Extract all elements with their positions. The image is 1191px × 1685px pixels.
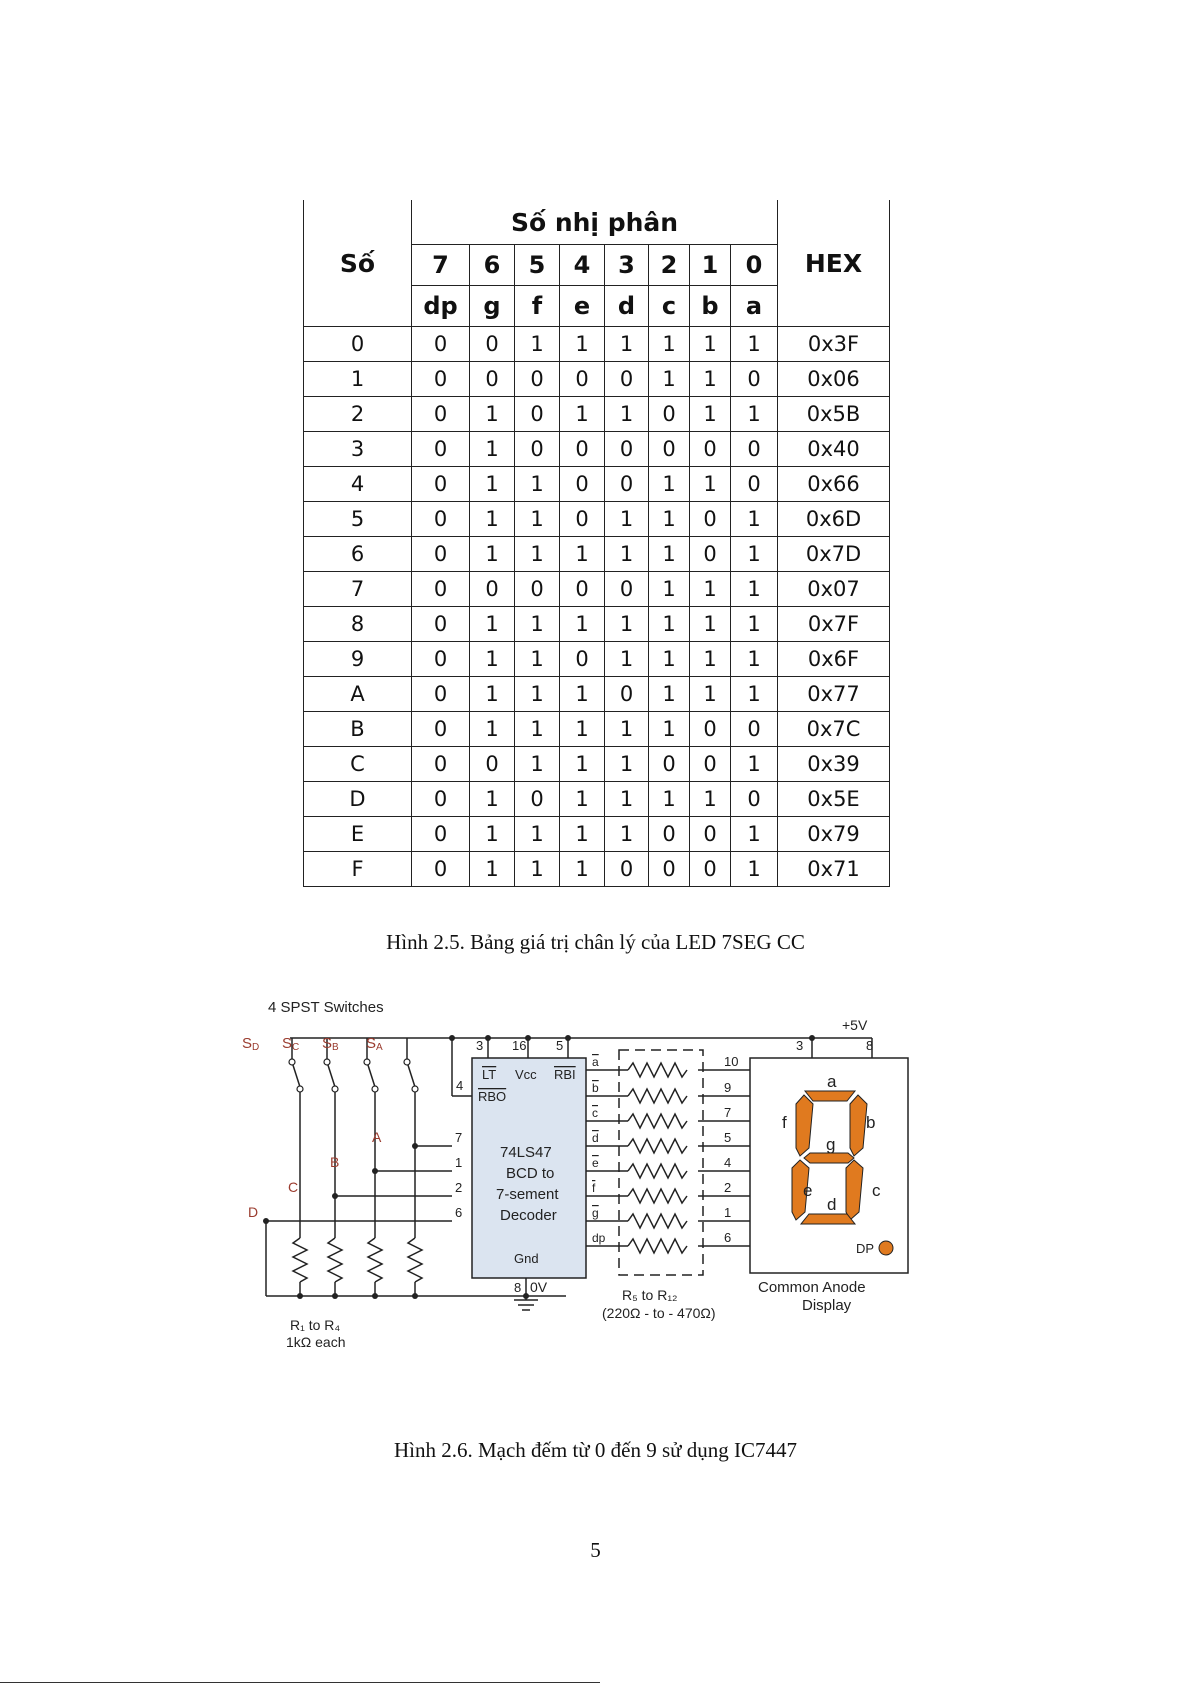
segment-header: g	[470, 286, 515, 327]
segment-g	[804, 1153, 854, 1163]
hex-header: HEX	[778, 200, 890, 327]
digit-cell: 6	[304, 537, 412, 572]
ic-top-pin: 3	[476, 1038, 484, 1053]
figure-caption-2-5: Hình 2.5. Bảng giá trị chân lý của LED 7SEG CC	[386, 930, 805, 954]
ic-desc-1: BCD to	[506, 1165, 555, 1182]
table-row	[304, 362, 890, 397]
bit-cell: 0	[412, 537, 470, 572]
digit-cell: B	[304, 712, 412, 747]
bit-cell: 0	[560, 362, 605, 397]
bit-cell: 0	[649, 432, 690, 467]
bit-cell: 1	[690, 397, 731, 432]
segment-letter: d	[827, 1195, 837, 1214]
bit-cell: 1	[731, 642, 778, 677]
digit-cell: 7	[304, 572, 412, 607]
bit-cell: 1	[731, 852, 778, 887]
switch-label: S	[322, 1035, 333, 1052]
bit-cell: 1	[649, 572, 690, 607]
table-row	[304, 502, 890, 537]
bit-cell: 0	[605, 362, 649, 397]
digit-cell: D	[304, 782, 412, 817]
bit-cell: 1	[560, 782, 605, 817]
display-label-1: Common Anode	[758, 1279, 866, 1296]
hex-cell: 0x7D	[778, 537, 890, 572]
segment-header: c	[649, 286, 690, 327]
bit-cell: 1	[731, 677, 778, 712]
hex-cell: 0x7F	[778, 607, 890, 642]
bit-cell: 0	[605, 677, 649, 712]
hex-cell: 0x71	[778, 852, 890, 887]
hex-cell: 0x6D	[778, 502, 890, 537]
table-row	[304, 397, 890, 432]
bit-cell: 1	[515, 712, 560, 747]
bit-cell: 1	[515, 537, 560, 572]
bit-cell: 1	[605, 397, 649, 432]
digit-cell: 9	[304, 642, 412, 677]
display-pin-number: 1	[724, 1205, 732, 1220]
bit-cell: 1	[690, 607, 731, 642]
digit-cell: 2	[304, 397, 412, 432]
bit-cell: 1	[605, 782, 649, 817]
segment-letter: b	[866, 1113, 876, 1132]
output-label: b	[592, 1081, 599, 1095]
bit-cell: 0	[560, 502, 605, 537]
bit-cell: 1	[560, 327, 605, 362]
switch-label: S	[242, 1035, 253, 1052]
bit-cell: 0	[515, 432, 560, 467]
input-pin-number: 2	[455, 1180, 463, 1195]
bit-cell: 1	[649, 712, 690, 747]
bit-cell: 1	[470, 537, 515, 572]
digit-cell: E	[304, 817, 412, 852]
bit-cell: 0	[515, 362, 560, 397]
bit-cell: 0	[470, 572, 515, 607]
bit-cell: 0	[412, 642, 470, 677]
digit-cell: 8	[304, 607, 412, 642]
bit-header: 7	[412, 245, 470, 286]
bit-cell: 0	[731, 712, 778, 747]
bit-cell: 1	[560, 677, 605, 712]
bit-cell: 1	[731, 817, 778, 852]
table-row	[304, 607, 890, 642]
table-row	[304, 537, 890, 572]
input-resistor-label-1: R₁ to R₄	[290, 1317, 341, 1333]
bit-cell: 1	[649, 607, 690, 642]
output-label: a	[592, 1055, 599, 1069]
hex-cell: 0x39	[778, 747, 890, 782]
table-body	[304, 327, 890, 887]
bit-cell: 1	[470, 467, 515, 502]
bit-cell: 1	[731, 747, 778, 782]
bit-cell: 1	[560, 397, 605, 432]
segment-header: d	[605, 286, 649, 327]
table-row	[304, 467, 890, 502]
bit-cell: 0	[412, 432, 470, 467]
bit-cell: 1	[560, 852, 605, 887]
switch-label: S	[366, 1035, 377, 1052]
hex-cell: 0x6F	[778, 642, 890, 677]
bit-cell: 1	[560, 537, 605, 572]
bit-header: 0	[731, 245, 778, 286]
segment-header: dp	[412, 286, 470, 327]
switch-label-sub: B	[332, 1042, 339, 1053]
bit-cell: 0	[605, 432, 649, 467]
bit-cell: 0	[690, 852, 731, 887]
footer-divider	[0, 1682, 600, 1683]
bit-cell: 1	[515, 502, 560, 537]
hex-cell: 0x79	[778, 817, 890, 852]
bit-cell: 1	[649, 362, 690, 397]
digit-cell: 4	[304, 467, 412, 502]
display-pin-number: 2	[724, 1180, 732, 1195]
display-label-2: Display	[802, 1297, 852, 1314]
switch-label-sub: C	[292, 1042, 300, 1053]
bit-cell: 1	[515, 467, 560, 502]
bit-cell: 0	[731, 467, 778, 502]
table-row	[304, 642, 890, 677]
ic-pin-vcc: Vcc	[515, 1067, 537, 1082]
output-label: c	[592, 1106, 598, 1120]
input-pin-labels	[248, 1129, 462, 1220]
bit-cell: 1	[470, 817, 515, 852]
bit-cell: 0	[515, 397, 560, 432]
bit-cell: 0	[412, 572, 470, 607]
bit-cell: 1	[605, 817, 649, 852]
output-label: d	[592, 1131, 599, 1145]
segment-d	[801, 1214, 855, 1224]
digit-cell: F	[304, 852, 412, 887]
hex-cell: 0x5B	[778, 397, 890, 432]
bit-cell: 1	[690, 327, 731, 362]
display-pin-number: 10	[724, 1054, 739, 1069]
bit-cell: 1	[690, 782, 731, 817]
output-resistor-label-1: R₅ to R₁₂	[622, 1287, 678, 1303]
segment-letter: c	[872, 1181, 881, 1200]
bit-cell: 0	[605, 572, 649, 607]
bit-cell: 1	[605, 607, 649, 642]
bit-cell: 0	[690, 747, 731, 782]
output-label: dp	[592, 1231, 606, 1245]
segment-letter: g	[826, 1135, 836, 1154]
bit-cell: 1	[470, 397, 515, 432]
table-row	[304, 747, 890, 782]
input-pin-number: 6	[455, 1205, 463, 1220]
bit-cell: 0	[470, 327, 515, 362]
bit-cell: 1	[690, 467, 731, 502]
bit-cell: 1	[605, 747, 649, 782]
table-row	[304, 782, 890, 817]
bit-cell: 1	[690, 642, 731, 677]
bit-cell: 0	[560, 642, 605, 677]
bit-cell: 0	[515, 782, 560, 817]
segment-header: f	[515, 286, 560, 327]
bit-cell: 0	[412, 607, 470, 642]
bit-cell: 0	[412, 817, 470, 852]
bit-cell: 0	[649, 852, 690, 887]
vcc-label: +5V	[842, 1017, 868, 1033]
counter-circuit-diagram	[230, 1000, 930, 1400]
segment-letter: f	[782, 1113, 787, 1132]
ic-desc-2: 7-sement	[496, 1186, 559, 1203]
bit-cell: 1	[690, 572, 731, 607]
bit-cell: 0	[412, 467, 470, 502]
bit-cell: 0	[470, 747, 515, 782]
segment-letter: e	[803, 1181, 813, 1200]
bit-cell: 0	[412, 747, 470, 782]
table-row	[304, 817, 890, 852]
bit-cell: 1	[731, 327, 778, 362]
bit-cell: 1	[649, 677, 690, 712]
hex-cell: 0x06	[778, 362, 890, 397]
bit-cell: 1	[690, 362, 731, 397]
dp-segment	[879, 1241, 893, 1255]
bit-cell: 1	[731, 502, 778, 537]
bit-cell: 1	[470, 607, 515, 642]
bit-cell: 1	[690, 677, 731, 712]
input-letter: A	[372, 1129, 382, 1145]
input-letter: B	[330, 1154, 340, 1170]
display-pin-labels	[724, 1054, 738, 1245]
table-row	[304, 677, 890, 712]
bit-cell: 1	[605, 502, 649, 537]
segment-letter: a	[827, 1072, 837, 1091]
display-pin-number: 4	[724, 1155, 732, 1170]
display-top-pin: 3	[796, 1038, 804, 1053]
bit-cell: 0	[731, 362, 778, 397]
bit-header: 2	[649, 245, 690, 286]
bit-cell: 1	[731, 397, 778, 432]
bit-cell: 1	[731, 572, 778, 607]
bit-cell: 1	[649, 642, 690, 677]
digit-cell: 5	[304, 502, 412, 537]
truth-table	[303, 200, 890, 887]
page-number: 5	[590, 1538, 601, 1562]
switch-label-sub: D	[252, 1042, 260, 1053]
bit-cell: 1	[649, 782, 690, 817]
digit-cell: C	[304, 747, 412, 782]
switch-label: S	[282, 1035, 293, 1052]
input-pin-number: 7	[455, 1130, 463, 1145]
bit-cell: 0	[690, 432, 731, 467]
table-row	[304, 572, 890, 607]
bit-cell: 0	[649, 397, 690, 432]
table-row	[304, 852, 890, 887]
bit-cell: 0	[412, 502, 470, 537]
bit-cell: 1	[515, 677, 560, 712]
bit-cell: 0	[515, 572, 560, 607]
bit-cell: 1	[731, 607, 778, 642]
binary-title: Số nhị phân	[412, 200, 778, 245]
input-letter: C	[288, 1179, 299, 1195]
output-label: e	[592, 1156, 599, 1170]
gnd-pin-number: 8	[514, 1280, 522, 1295]
bit-cell: 1	[470, 432, 515, 467]
bit-cell: 1	[560, 747, 605, 782]
bit-cell: 1	[515, 327, 560, 362]
segment-header: a	[731, 286, 778, 327]
bit-header: 4	[560, 245, 605, 286]
bit-cell: 0	[412, 397, 470, 432]
digit-cell: A	[304, 677, 412, 712]
bit-cell: 1	[515, 747, 560, 782]
so-header: Số	[304, 200, 412, 327]
bit-cell: 0	[412, 782, 470, 817]
display-pin-number: 7	[724, 1105, 732, 1120]
bit-cell: 0	[412, 362, 470, 397]
hex-cell: 0x40	[778, 432, 890, 467]
bit-header: 5	[515, 245, 560, 286]
bit-cell: 0	[731, 782, 778, 817]
input-letter: D	[248, 1204, 259, 1220]
ic-pin-lt: LT	[482, 1067, 497, 1082]
bit-cell: 1	[560, 712, 605, 747]
table-row	[304, 327, 890, 362]
bit-cell: 1	[731, 537, 778, 572]
output-label: f	[592, 1181, 596, 1195]
bit-cell: 1	[649, 467, 690, 502]
output-labels	[592, 1055, 606, 1245]
bit-cell: 0	[560, 467, 605, 502]
switch-label-sub: A	[376, 1042, 383, 1053]
bit-cell: 1	[515, 607, 560, 642]
ic-top-pin: 5	[556, 1038, 564, 1053]
bit-cell: 1	[605, 712, 649, 747]
display-pin-number: 5	[724, 1130, 732, 1145]
ground-label: 0V	[530, 1279, 548, 1295]
bit-cell: 0	[731, 432, 778, 467]
input-pin-number: 1	[455, 1155, 463, 1170]
bit-cell: 1	[470, 677, 515, 712]
bit-cell: 0	[412, 712, 470, 747]
ic-desc-3: Decoder	[500, 1207, 557, 1224]
bit-cell: 1	[560, 607, 605, 642]
segment-header: e	[560, 286, 605, 327]
bit-cell: 1	[649, 327, 690, 362]
dp-label: DP	[856, 1241, 875, 1256]
bit-cell: 1	[470, 502, 515, 537]
bit-cell: 0	[560, 572, 605, 607]
output-label: g	[592, 1206, 599, 1220]
bit-cell: 1	[649, 537, 690, 572]
bit-cell: 1	[515, 642, 560, 677]
bit-cell: 1	[649, 502, 690, 537]
bit-cell: 0	[605, 467, 649, 502]
bit-cell: 1	[470, 852, 515, 887]
hex-cell: 0x7C	[778, 712, 890, 747]
display-pin-number: 6	[724, 1230, 732, 1245]
bit-cell: 0	[649, 817, 690, 852]
bit-cell: 1	[470, 782, 515, 817]
bit-cell: 0	[412, 677, 470, 712]
rbo-pin-number: 4	[456, 1078, 464, 1093]
hex-cell: 0x66	[778, 467, 890, 502]
hex-cell: 0x77	[778, 677, 890, 712]
input-resistor-label-2: 1kΩ each	[286, 1334, 346, 1350]
ic-name: 74LS47	[500, 1144, 552, 1161]
bit-cell: 0	[649, 747, 690, 782]
bit-cell: 1	[560, 817, 605, 852]
digit-cell: 1	[304, 362, 412, 397]
ic-pin-rbo: RBO	[478, 1089, 507, 1104]
digit-cell: 0	[304, 327, 412, 362]
bit-cell: 1	[515, 852, 560, 887]
bit-cell: 1	[605, 327, 649, 362]
display-top-pin: 8	[866, 1038, 874, 1053]
bit-cell: 1	[470, 712, 515, 747]
ic-pin-rbi: RBI	[554, 1067, 576, 1082]
switches-label: 4 SPST Switches	[268, 1000, 384, 1016]
output-resistor-label-2: (220Ω - to - 470Ω)	[602, 1305, 716, 1321]
bit-cell: 0	[470, 362, 515, 397]
bit-cell: 1	[605, 642, 649, 677]
segment-header: b	[690, 286, 731, 327]
bit-cell: 1	[470, 642, 515, 677]
bit-cell: 0	[690, 712, 731, 747]
bit-cell: 0	[560, 432, 605, 467]
table-row	[304, 712, 890, 747]
bit-cell: 0	[690, 817, 731, 852]
bit-cell: 0	[412, 327, 470, 362]
hex-cell: 0x5E	[778, 782, 890, 817]
bit-cell: 1	[605, 537, 649, 572]
table-row	[304, 432, 890, 467]
ic-top-pin: 16	[512, 1038, 527, 1053]
display-pin-number: 9	[724, 1080, 732, 1095]
ic-gnd: Gnd	[514, 1251, 539, 1266]
bit-cell: 1	[515, 817, 560, 852]
figure-caption-2-6: Hình 2.6. Mạch đếm từ 0 đến 9 sử dụng IC7447	[393, 1438, 798, 1462]
bit-cell: 0	[690, 537, 731, 572]
bit-cell: 0	[412, 852, 470, 887]
bit-cell: 0	[605, 852, 649, 887]
bit-header: 1	[690, 245, 731, 286]
hex-cell: 0x07	[778, 572, 890, 607]
bit-header: 6	[470, 245, 515, 286]
segment-a	[805, 1091, 855, 1101]
digit-cell: 3	[304, 432, 412, 467]
hex-cell: 0x3F	[778, 327, 890, 362]
bit-cell: 0	[690, 502, 731, 537]
bit-header: 3	[605, 245, 649, 286]
